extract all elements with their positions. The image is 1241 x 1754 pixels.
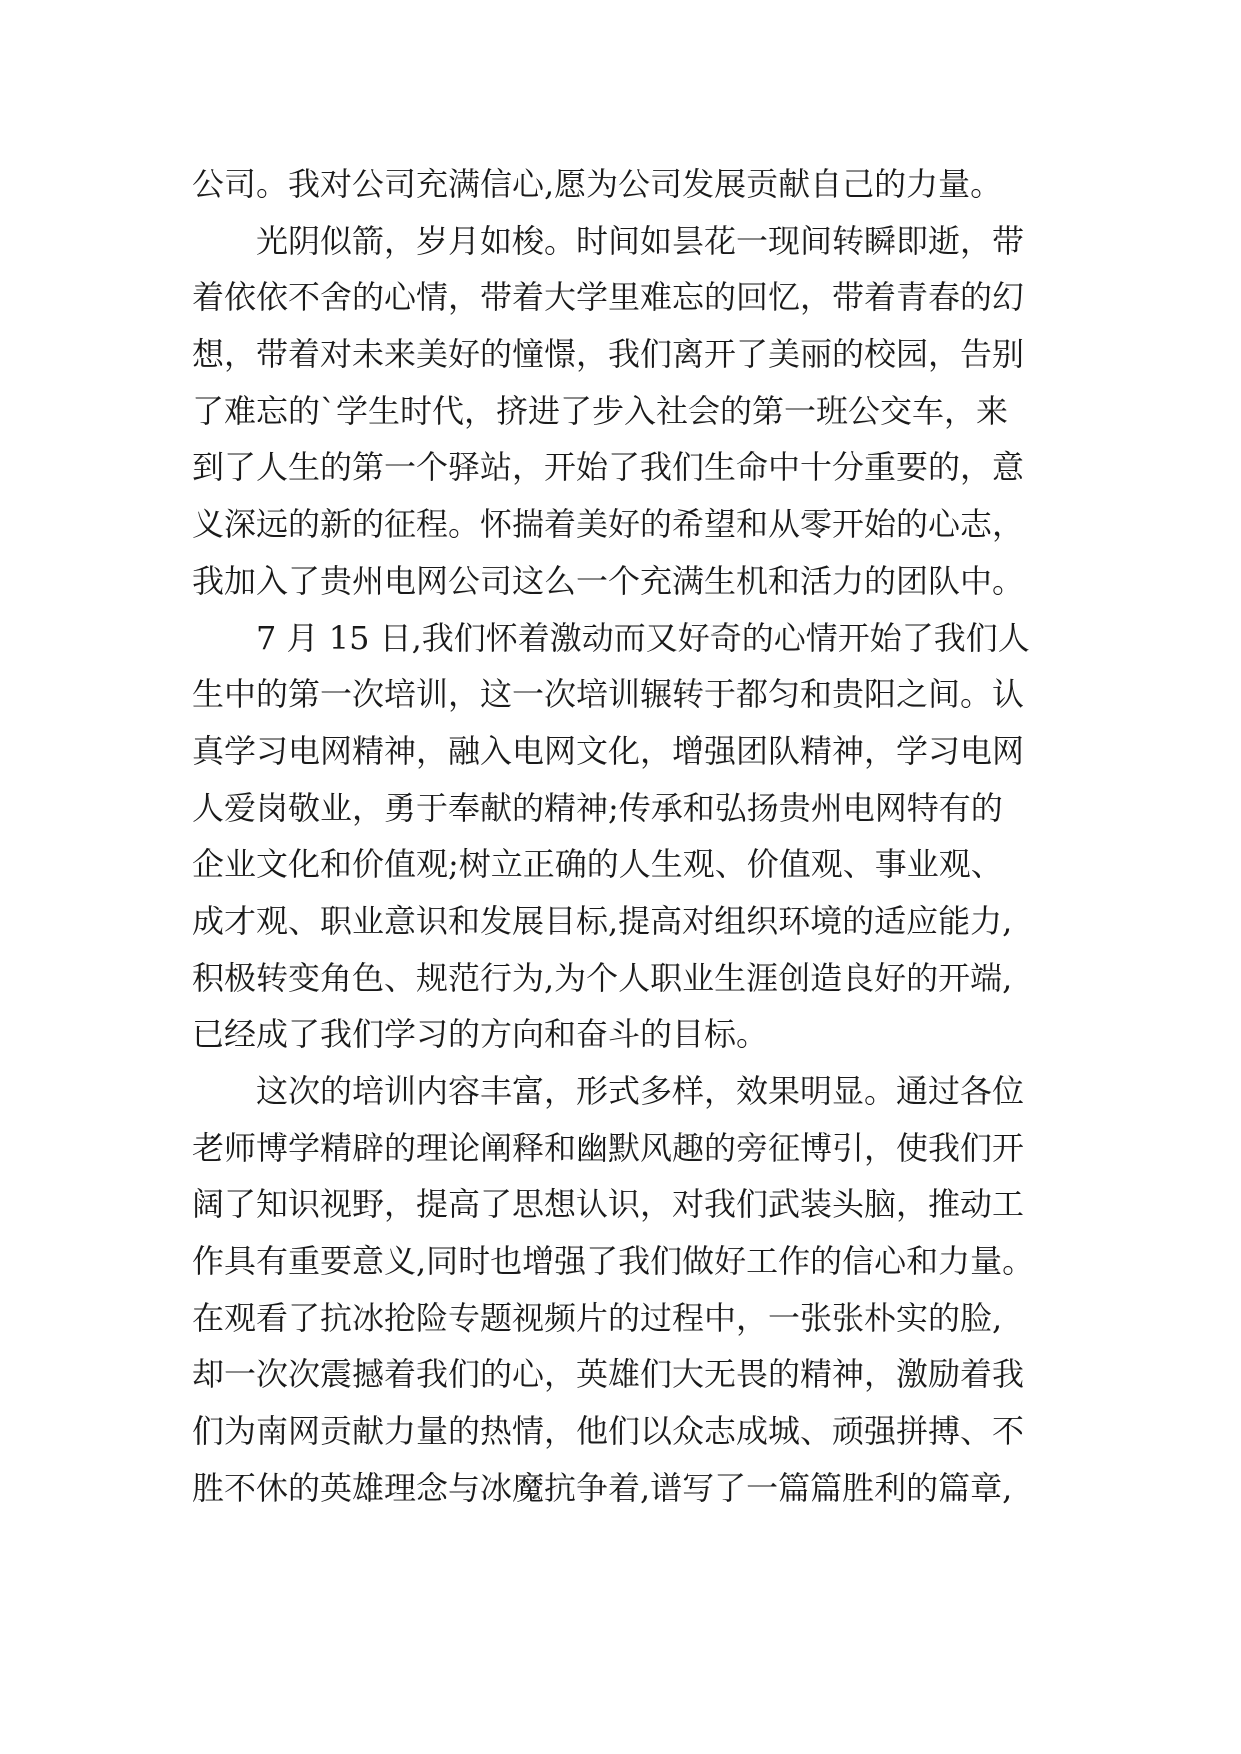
text-line: 老师博学精辟的理论阐释和幽默风趣的旁征博引，使我们开: [192, 1128, 1025, 1167]
text-line: 着依依不舍的心情，带着大学里难忘的回忆，带着青春的幻: [192, 278, 1025, 317]
text-line: 作具有重要意义,同时也增强了我们做好工作的信心和力量。: [192, 1242, 1035, 1281]
text-line: 人爱岗敬业，勇于奉献的精神;传承和弘扬贵州电网特有的: [192, 788, 1003, 827]
text-line: 光阴似箭，岁月如梭。时间如昙花一现间转瞬即逝，带: [192, 221, 1025, 260]
text-line: 已经成了我们学习的方向和奋斗的目标。: [192, 1015, 769, 1054]
text-line: 胜不休的英雄理念与冰魔抗争着,谱写了一篇篇胜利的篇章,: [192, 1468, 1013, 1507]
text-line: 在观看了抗冰抢险专题视频片的过程中，一张张朴实的脸,: [192, 1298, 1003, 1337]
text-line: 真学习电网精神，融入电网文化，增强团队精神，学习电网: [192, 731, 1025, 770]
text-line: 积极转变角色、规范行为,为个人职业生涯创造良好的开端,: [192, 958, 1013, 997]
text-line: 们为南网贡献力量的热情，他们以众志成城、顽强拼搏、不: [192, 1412, 1025, 1451]
text-line: 阔了知识视野，提高了思想认识，对我们武装头脑，推动工: [192, 1185, 1025, 1224]
text-line: 却一次次震撼着我们的心，英雄们大无畏的精神，激励着我: [192, 1355, 1025, 1394]
text-line: 生中的第一次培训，这一次培训辗转于都匀和贵阳之间。认: [192, 675, 1025, 714]
body-text: [192, 156, 1072, 1517]
text-line: 想，带着对未来美好的憧憬，我们离开了美丽的校园，告别: [192, 335, 1025, 374]
text-line: 成才观、职业意识和发展目标,提高对组织环境的适应能力,: [192, 901, 1013, 940]
text-line: 义深远的新的征程。怀揣着美好的希望和从零开始的心志，: [192, 505, 1025, 544]
text-line: 企业文化和价值观;树立正确的人生观、价值观、事业观、: [192, 845, 1003, 884]
text-line: 到了人生的第一个驿站，开始了我们生命中十分重要的，意: [192, 448, 1025, 487]
text-line: 这次的培训内容丰富，形式多样，效果明显。通过各位: [192, 1072, 1025, 1110]
text-line: 了难忘的`学生时代，挤进了步入社会的第一班公交车，来: [192, 391, 1009, 430]
text-line: 公司。我对公司充满信心,愿为公司发展贡献自己的力量。: [192, 165, 1003, 203]
text-line: 我加入了贵州电网公司这么一个充满生机和活力的团队中。: [192, 561, 1025, 600]
text-line: 7 月 15 日,我们怀着激动而又好奇的心情开始了我们人: [192, 618, 1030, 657]
